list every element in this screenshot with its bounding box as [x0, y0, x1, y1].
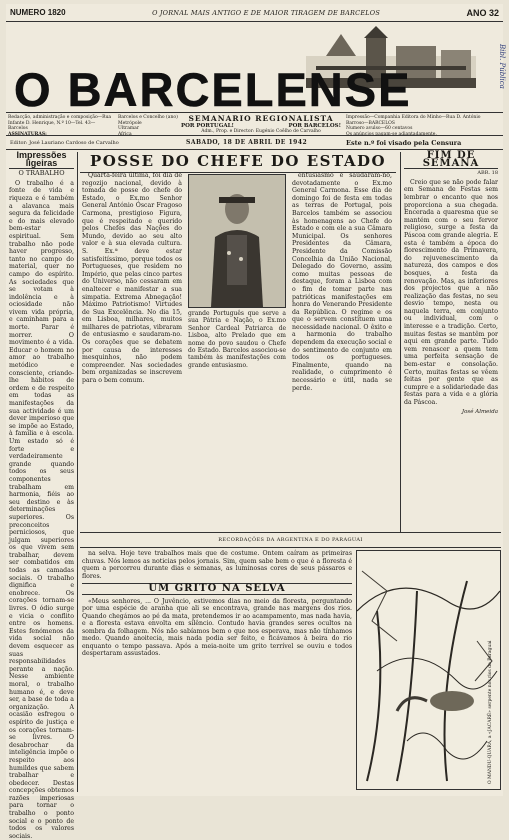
issue-number: NUMERO 1820 [10, 8, 66, 17]
left-column [6, 150, 78, 840]
editor-text: Editor: José Lauriano Cardoso de Carvalho [10, 139, 119, 146]
headline: POSSE DO CHEFE DO ESTADO [80, 152, 396, 173]
right-tag: POR BARCELOS! [288, 123, 341, 129]
left-column-title: Impressões ligeiras [9, 152, 74, 169]
article-column-3 [292, 172, 392, 524]
censorship-note: Este n.º foi visado pela Censura [346, 138, 462, 147]
redaccao-box [8, 115, 113, 137]
semanario-label: SEMANARIO REGIONALISTA [188, 114, 334, 123]
right-column-body: Creio que se não pode falar em Semana de Festas sem lembrar o encanto que nos proporciona a sua chegada. Encerada a quaresma que se mantém com o seu fervor religioso, surge a festa da Páscoa com grande alegria. E esta é também a época do florescimento da Primavera, do rejuvenescimento da natureza, dos campos e dos bosques, a festa da renovação. Mas, as inferiores dos projectos que a não realização das festas, no seu desvio tempo, nesta ou naquela terra, em conjunto ou individual, com o interesse e a tradição. Certo, muitas festas se mantêm por aqui em grande parte. Tudo vem renascer a quem tem uma perfeita sensação de bem-estar e consolação. Certo, muitas festas se vêem feitas por gente que as cumpre e a solidariedade das festas para a vida e a glória da Páscoa. [404, 178, 498, 406]
left-column-subtitle: O TRABALHO [18, 169, 65, 178]
illustration-caption: O MANDU-QUARÁ, a «JACARÉ» serpente nos rios do Paraguai [488, 640, 493, 784]
article-text: Quarta-feira última, foi dia de regozijo nacional, devido à tomada de posse do chefe do Estado, o Ex.mo Senhor General António Óscar Fragoso Carmona, prestigioso Figura, que é respeitado e querido pelos Chefes das Nações do Mundo, devido ao seu alto valor e à sua elevada cultura. S. Ex.ª deve estar satisfeitíssimo, porque todos os Portugueses, que residem no Império, que pelas cinco partes do Universo, não cessaram em enaltecer e manifestar a sua simpatia. Extrema Abnegação! Máximo Patriotismo! Virtudes de Sua Excelência. No dia 15, em Lisboa, milhares, muitos milhares de patriotas, vibraram de entusiasmo e saudaram-no. Os corações que se debatem por causa de interesses mesquinhos, não podem compreender. Nas sociedades bem organizadas se inscrevem para o bem comum. [82, 172, 182, 385]
right-column-title: FIM DE SEMANA [404, 152, 498, 169]
library-stamp: Bibl. Pública [498, 44, 506, 89]
masthead [6, 22, 503, 116]
numero-avulso: Numero avulso—60 centavos [346, 126, 413, 132]
portrait-photo [188, 174, 286, 308]
assinaturas-item: Ultramar [118, 126, 139, 132]
semanario-box [181, 115, 341, 135]
signature: José Almeida [461, 408, 498, 415]
year-number: ANO 32 [466, 7, 499, 18]
impressao-text: Impressão—Companhia Editora do Minho—Rua D. António Barroso—BARCELOS [346, 115, 481, 126]
section-strip: RECORDAÇÕES DA ARGENTINA E DO PARAGUAI [218, 537, 363, 543]
lower-article [82, 550, 352, 795]
dateline [6, 136, 503, 150]
portrait-figure [189, 175, 285, 307]
impressao-box [346, 115, 496, 137]
center-article [80, 152, 396, 532]
newspaper-page [6, 4, 506, 840]
right-column [400, 152, 501, 532]
left-column-body: O trabalho é a fonte de vida e riqueza e é também a alavanca mais segura da felicidade e do mais elevado bem-estar espiritual. Sem trabalho não pode haver progresso, tanto no campo do material, quer no campo do espírito. As sociedades que se votam à indolência e à ociosidade não vivem vida própria, e caminham para a morte. Parar é morrer. O movimento é a vida. Educar o homem no amor ao trabalho metódico e consciente, criando-lhe hábitos de ordem e de respeito em todas as manifestações da sua actividade é um dever imperioso que se impõe ao Estado, à família e à escola. Um estado só é forte e verdadeiramente grande quando todos os seus componentes trabalham em harmonia, fiéis ao seu destino e às determinações superiores. Os preconceitos perniciosos, que julgam superiores os que vivem sem trabalhar, devem ser combatidos em todas as camadas sociais. O trabalho dignifica e enobrece. Os corações tornam-se livres. O ódio surge e vicia o conflito entre os homens. Estes fenómenos da vida social não devem esquecer as suas responsabilidades perante a nação. Nesse ambiente moral, o trabalho humano é, e deve ser, a base de toda a organização. A ocasião esfregou o espírito de justiça e os corações tornam-se livres. O desabrochar da inteligência impõe o respeito aos humildes que sabem trabalhar e obedecer. Destas concepções obtemos razões imperiosas para tornar o trabalho o ponto social e o ponto de todos os valores sociais. [9, 179, 74, 840]
publicidade-text: Os anúncios pagam-se adiantadamente. [346, 131, 437, 137]
subhead [6, 112, 503, 136]
lower-title: UM GRITO NA SELVA [82, 583, 352, 595]
assinaturas-item: Barcelos e Concelho (ano) [118, 115, 178, 120]
lower-intro: na selva. Hoje teve trabalhos mais que de costume. Ontem caíram as primeiras chuvas. Nós lemos as noticias pelos jornais. Sim, quem sabe bem o que é a floresta é quem a percorreu durante dias e semanas, as luminosas cores de seus pássaros e flores. [82, 550, 352, 580]
photo-caption: grande Português que serve a sua Pátria e Nação, o Ex.mo Senhor Cardeal Patriarca de Lisboa, alto Prelado que em nome do povo saudou o Chefe do Estado. Barcelos associou-se também às manifestações com grande entusiasmo. [188, 310, 286, 369]
assinaturas-item: Metrópole [118, 120, 142, 126]
top-strip [6, 4, 503, 22]
article-text: entusiasmo e saudaram-no, devotadamente o Ex.mo General Carmona. Esse dia de domingo foi de festa em todas as terras de Portugal, pois Barcelos também se associou às homenagens ao Chefe do Estado e com ele a sua Câmara Municipal. Os senhores Presidentes da Câmara, Presidente da Comissão Concelhia da União Nacional, Delegado do Governo, assim como muitas pessoas de destaque, foram a Lisboa com o fim de tomar parte nas patrióticas manifestações em honra do Venerando Presidente da República. O regime e os que o servem constituem uma necessidade nacional. O êxito e a harmonia do trabalho dependem da execução social e do sentimento de conjunto em todos os portugueses. Finalmente, quando na realidade, o cumprimento é necessário e útil, nada se perde. [292, 172, 392, 392]
divider [80, 547, 501, 548]
assinaturas-list [118, 115, 178, 137]
redaccao-text: Redacção, administração e composição—Rua Infante D. Henrique, N.º 10—Tel. 43—Barcelos [8, 115, 112, 132]
jungle-drawing [357, 551, 500, 789]
lower-body: «Meus senhores, ... O Juvêncio, estivemos dias no meio da floresta, perguntando por uma espécie de aranha que ali se encontrava, grande nas margens dos rios. Quando chegámos ao pé da mata, pretendemos ir ao acampamento, mas nada havia, e a floresta estava envolta em silêncio. Contudo havia grandes seres ocultos na sombra da folhagem. Nós não sabíamos bem o que nos esperava, mas não tínhamos medo. Quando anoitecia, mais nada podia ser feito, e ficávamos à beira do rio enquanto o tempo passava. Após a meia-noite um grito terrível se ouviu e todos despertaram assustados. [82, 597, 352, 657]
left-tag: POR PORTUGAL! [181, 123, 234, 129]
director-text: Adm., Prop. e Director: Eugénio Coêlho de Carvalho [201, 129, 321, 134]
newspaper-title: O BARCELENSE [14, 63, 412, 116]
assinaturas-item: Africa [118, 131, 132, 137]
right-column-date: ABR. 18 [477, 170, 498, 177]
divider [80, 532, 501, 533]
issue-date: SABADO, 18 DE ABRIL DE 1942 [186, 139, 308, 146]
tagline: O JORNAL MAIS ANTIGO E DE MAIOR TIRAGEM DE BARCELOS [152, 8, 380, 17]
jungle-illustration [356, 550, 501, 790]
assinaturas-label: ASSINATURAS: [8, 131, 47, 137]
article-column-1 [82, 172, 182, 524]
